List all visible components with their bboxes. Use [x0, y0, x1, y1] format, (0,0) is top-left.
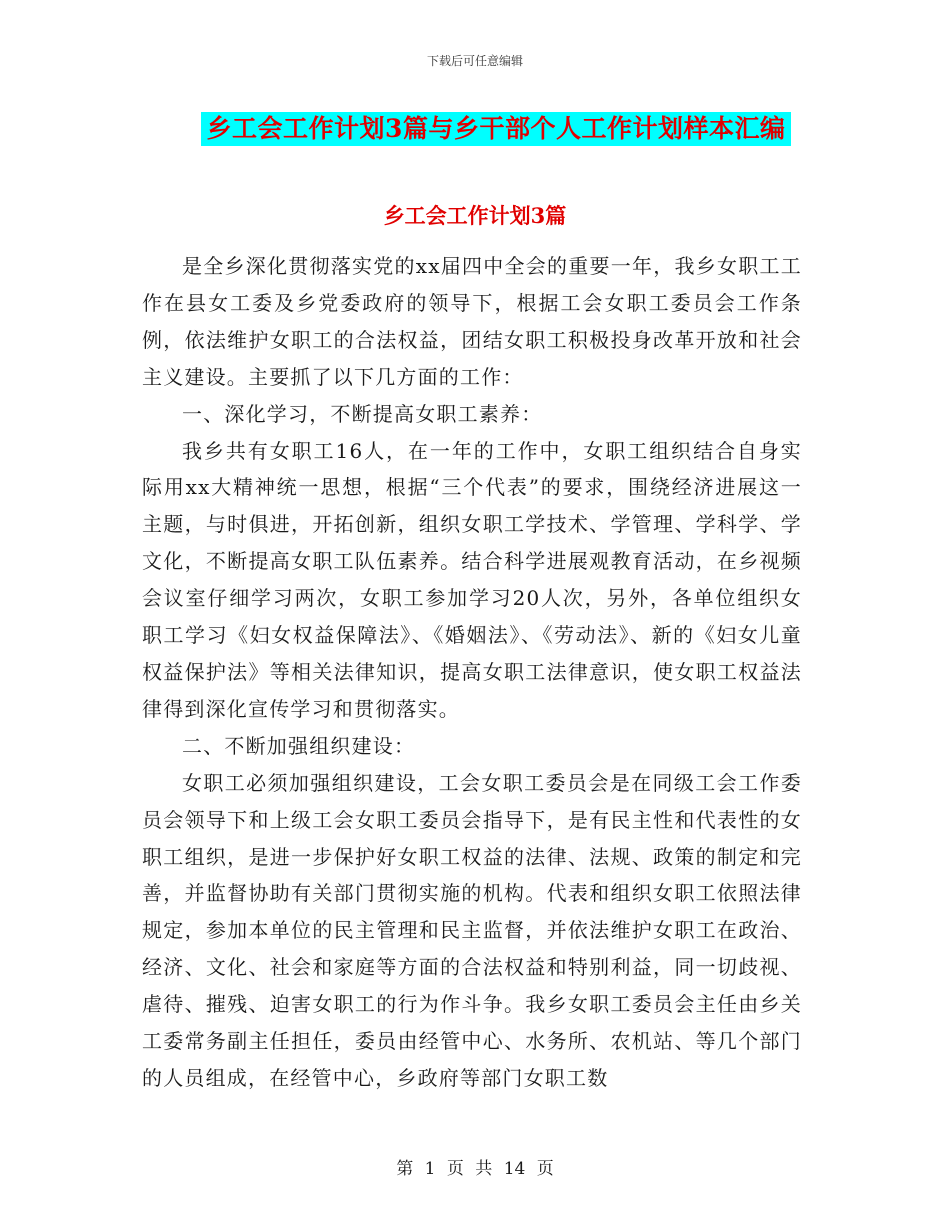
page-header-note: 下载后可任意编辑	[426, 54, 523, 68]
document-title-container	[0, 112, 950, 146]
paragraph-study: 我乡共有女职工16人，在一年的工作中，女职工组织结合自身实际用xx大精神统一思想，根据“三个代表”的要求，围绕经济进展这一主题，与时俱进，开拓创新，组织女职工学技术、学管理、学科学、学文化，不断提高女职工队伍素养。结合科学进展观教育活动，在乡视频会议室仔细学习两次，女职工参加学习20人次，另外，各单位组织女职工学习《妇女权益保障法》、《婚姻法》、《劳动法》、新的《妇女儿童权益保护法》等相关法律知识，提高女职工法律意识，使女职工权益法律得到深化宣传学习和贯彻落实。	[142, 438, 802, 721]
section-title: 乡工会工作计划3篇	[383, 203, 567, 228]
document-body	[142, 248, 802, 1097]
page-number-footer: 第 1 页 共 14 页	[396, 1159, 554, 1179]
heading-organization: 二、不断加强组织建设：	[182, 733, 416, 758]
paragraph-intro: 是全乡深化贯彻落实党的xx届四中全会的重要一年，我乡女职工工作在县女工委及乡党委政府的领导下，根据工会女职工委员会工作条例，依法维护女职工的合法权益，团结女职工积极投身改革开放和社会主义建设。主要抓了以下几方面的工作：	[142, 254, 802, 389]
heading-study: 一、深化学习，不断提高女职工素养：	[182, 401, 543, 426]
document-title: 乡工会工作计划3篇与乡干部个人工作计划样本汇编	[201, 112, 792, 146]
paragraph-organization: 女职工必须加强组织建设，工会女职工委员会是在同级工会工作委员会领导下和上级工会女职工委员会指导下，是有民主性和代表性的女职工组织，是进一步保护好女职工权益的法律、法规、政策的制定和完善，并监督协助有关部门贯彻实施的机构。代表和组织女职工依照法律规定，参加本单位的民主管理和民主监督，并依法维护女职工在政治、经济、文化、社会和家庭等方面的合法权益和特别利益，同一切歧视、虐待、摧残、迫害女职工的行为作斗争。我乡女职工委员会主任由乡关工委常务副主任担任，委员由经管中心、水务所、农机站、等几个部门的人员组成，在经管中心，乡政府等部门女职工数	[142, 770, 802, 1090]
